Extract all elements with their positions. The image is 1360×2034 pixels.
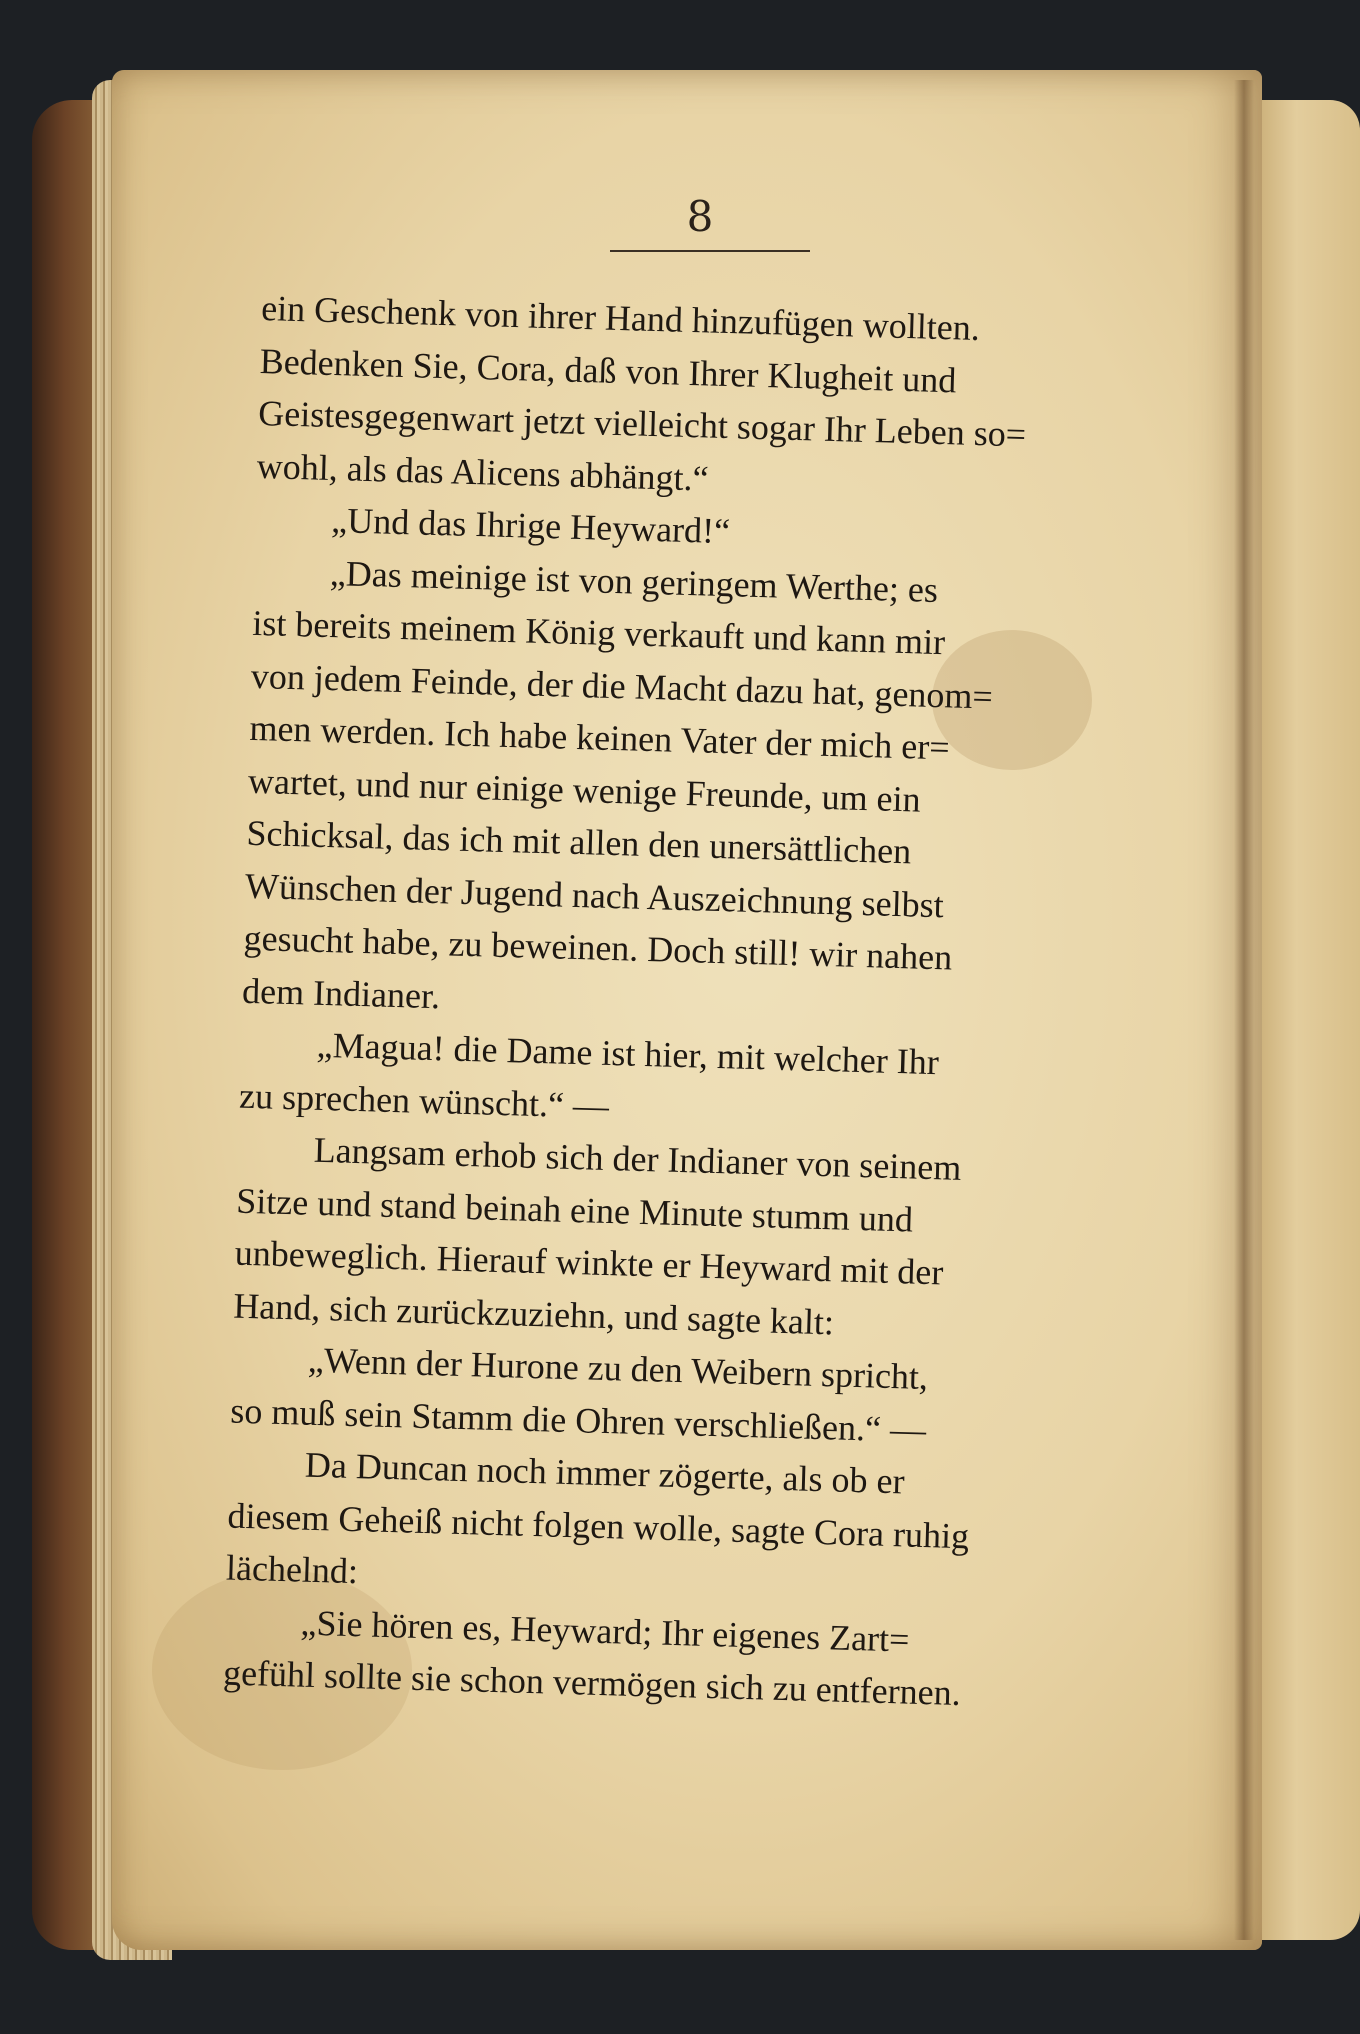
text-line: Da Duncan noch immer zögerte, als ob er (304, 1444, 906, 1502)
book-gutter (1234, 80, 1254, 1940)
text-line: dem Indianer. (241, 970, 441, 1016)
text-line: gefühl sollte sie schon vermögen sich zu entfernen. (222, 1652, 962, 1714)
text-line: „Sie hören es, Heyward; Ihr eigenes Zart= (300, 1602, 910, 1660)
text-line: Langsam erhob sich der Indianer von seinem (313, 1129, 962, 1188)
text-line: wohl, als das Alicens abhängt.“ (256, 445, 710, 499)
text-line: Sitze und stand beinah eine Minute stumm und (235, 1180, 914, 1240)
text-line: unbeweglich. Hierauf winkte er Heyward mit der (234, 1232, 944, 1293)
text-line: Geistesgegenwart jetzt vielleicht sogar Ihr Leben so= (257, 392, 1027, 455)
text-line: gesucht habe, zu beweinen. Doch still! wir nahen (243, 917, 953, 978)
text-line: Wünschen der Jugend nach Auszeichnung selbst (244, 865, 945, 925)
text-line: so muß sein Stamm die Ohren verschließen.“ — (229, 1390, 927, 1450)
text-line: zu sprechen wünscht.“ — (238, 1075, 610, 1126)
text-line: lächelnd: (225, 1547, 359, 1592)
header-rule (610, 250, 810, 252)
text-line: Hand, sich zurückzuziehn, und sagte kalt: (232, 1285, 835, 1342)
text-line: ein Geschenk von ihrer Hand hinzufügen wollten. (260, 287, 981, 349)
text-line: „Das meinige ist von geringem Werthe; es (329, 552, 939, 610)
page-number: 8 (686, 192, 714, 241)
text-line: wartet, und nur einige wenige Freunde, um ein (247, 760, 922, 820)
text-line: Schicksal, das ich mit allen den unersättlichen (246, 812, 912, 872)
text-line: men werden. Ich habe keinen Vater der mich er= (248, 707, 951, 768)
facing-page (1254, 100, 1360, 1940)
text-line: „Wenn der Hurone zu den Weibern spricht, (307, 1339, 929, 1398)
text-line: diesem Geheiß nicht folgen wolle, sagte Cora ruhig (227, 1495, 970, 1556)
text-line: von jedem Feinde, der die Macht dazu hat, genom= (250, 655, 994, 717)
page-text (222, 282, 1121, 1723)
text-line: „Und das Ihrige Heyward!“ (330, 500, 731, 552)
text-line: „Magua! die Dame ist hier, mit welcher Ihr (316, 1024, 940, 1083)
text-line: Bedenken Sie, Cora, daß von Ihrer Klugheit und (259, 340, 957, 400)
text-line: ist bereits meinem König verkauft und kann mir (251, 602, 946, 663)
